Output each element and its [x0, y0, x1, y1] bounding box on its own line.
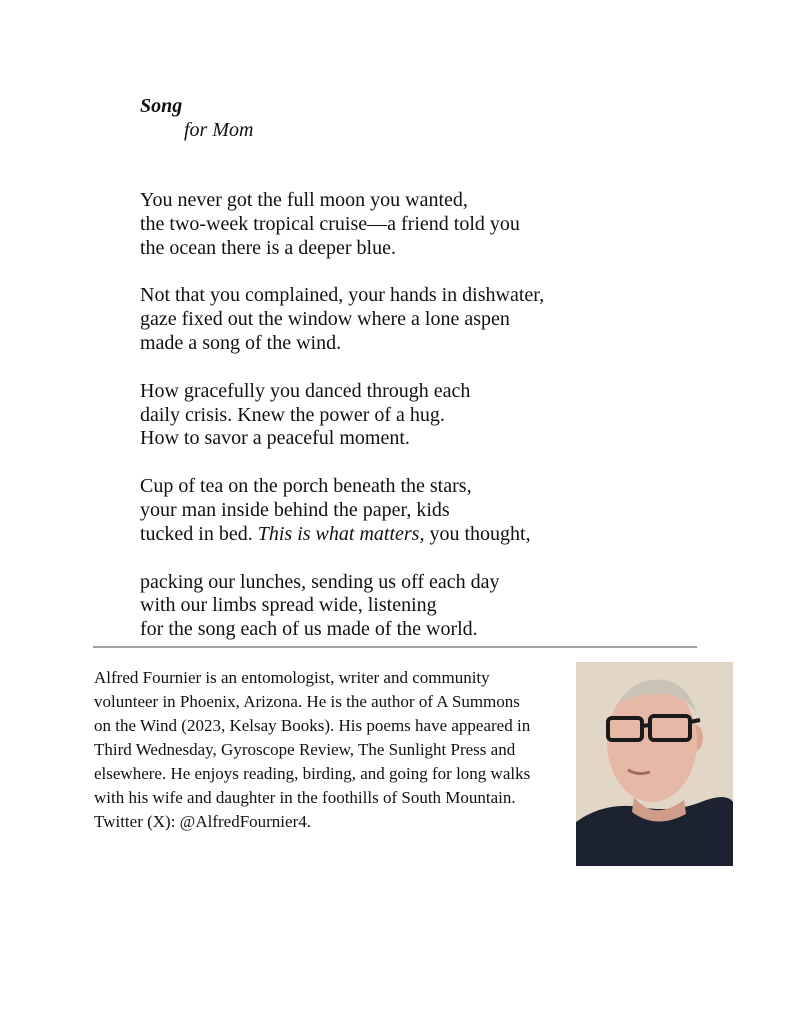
poem-line: your man inside behind the paper, kids [140, 498, 450, 521]
poem-line: for the song each of us made of the world. [140, 618, 478, 641]
poem-line: How gracefully you danced through each [140, 379, 471, 402]
stanza-3 [140, 380, 700, 451]
section-divider [93, 646, 697, 648]
bio-line: on the Wind (2023, Kelsay Books). His poems have appeared in [94, 716, 531, 735]
poem-line-text: tucked in bed. [140, 522, 258, 545]
poem-line: daily crisis. Knew the power of a hug. [140, 403, 445, 426]
author-bio [94, 666, 564, 834]
poem-body [140, 189, 700, 642]
bio-line: elsewhere. He enjoys reading, birding, and going for long walks [94, 764, 531, 783]
poem-line: the ocean there is a deeper blue. [140, 236, 396, 259]
bio-line: volunteer in Phoenix, Arizona. He is the author of A Summons [94, 692, 520, 711]
poem [140, 94, 700, 666]
stanza-4 [140, 475, 700, 546]
poem-line: Not that you complained, your hands in dishwater, [140, 284, 545, 307]
poem-title: Song [140, 95, 183, 117]
poem-line: How to savor a peaceful moment. [140, 427, 410, 450]
poem-line [140, 523, 700, 547]
poem-line-italic: This is what matters [257, 522, 420, 545]
poem-line: packing our lunches, sending us off each day [140, 570, 500, 593]
bio-line: Third Wednesday, Gyroscope Review, The Sunlight Press and [94, 740, 516, 759]
bio-line: Twitter (X): @AlfredFournier4. [94, 812, 311, 831]
poem-line: You never got the full moon you wanted, [140, 189, 468, 211]
poem-line: made a song of the wind. [140, 331, 342, 354]
bio-line: with his wife and daughter in the foothills of South Mountain. [94, 788, 516, 807]
author-photo [576, 662, 733, 866]
poem-line-text: , you thought, [419, 522, 531, 545]
author-portrait [576, 662, 733, 866]
bio-line: Alfred Fournier is an entomologist, writer and community [94, 668, 490, 687]
poem-line: the two-week tropical cruise—a friend told you [140, 212, 520, 235]
stanza-1 [140, 189, 700, 260]
poem-line: with our limbs spread wide, listening [140, 594, 437, 617]
poem-line: gaze fixed out the window where a lone aspen [140, 308, 510, 331]
poem-dedication: for Mom [184, 119, 254, 141]
poem-line: Cup of tea on the porch beneath the stars, [140, 475, 472, 498]
stanza-5 [140, 571, 700, 642]
stanza-2 [140, 284, 700, 355]
